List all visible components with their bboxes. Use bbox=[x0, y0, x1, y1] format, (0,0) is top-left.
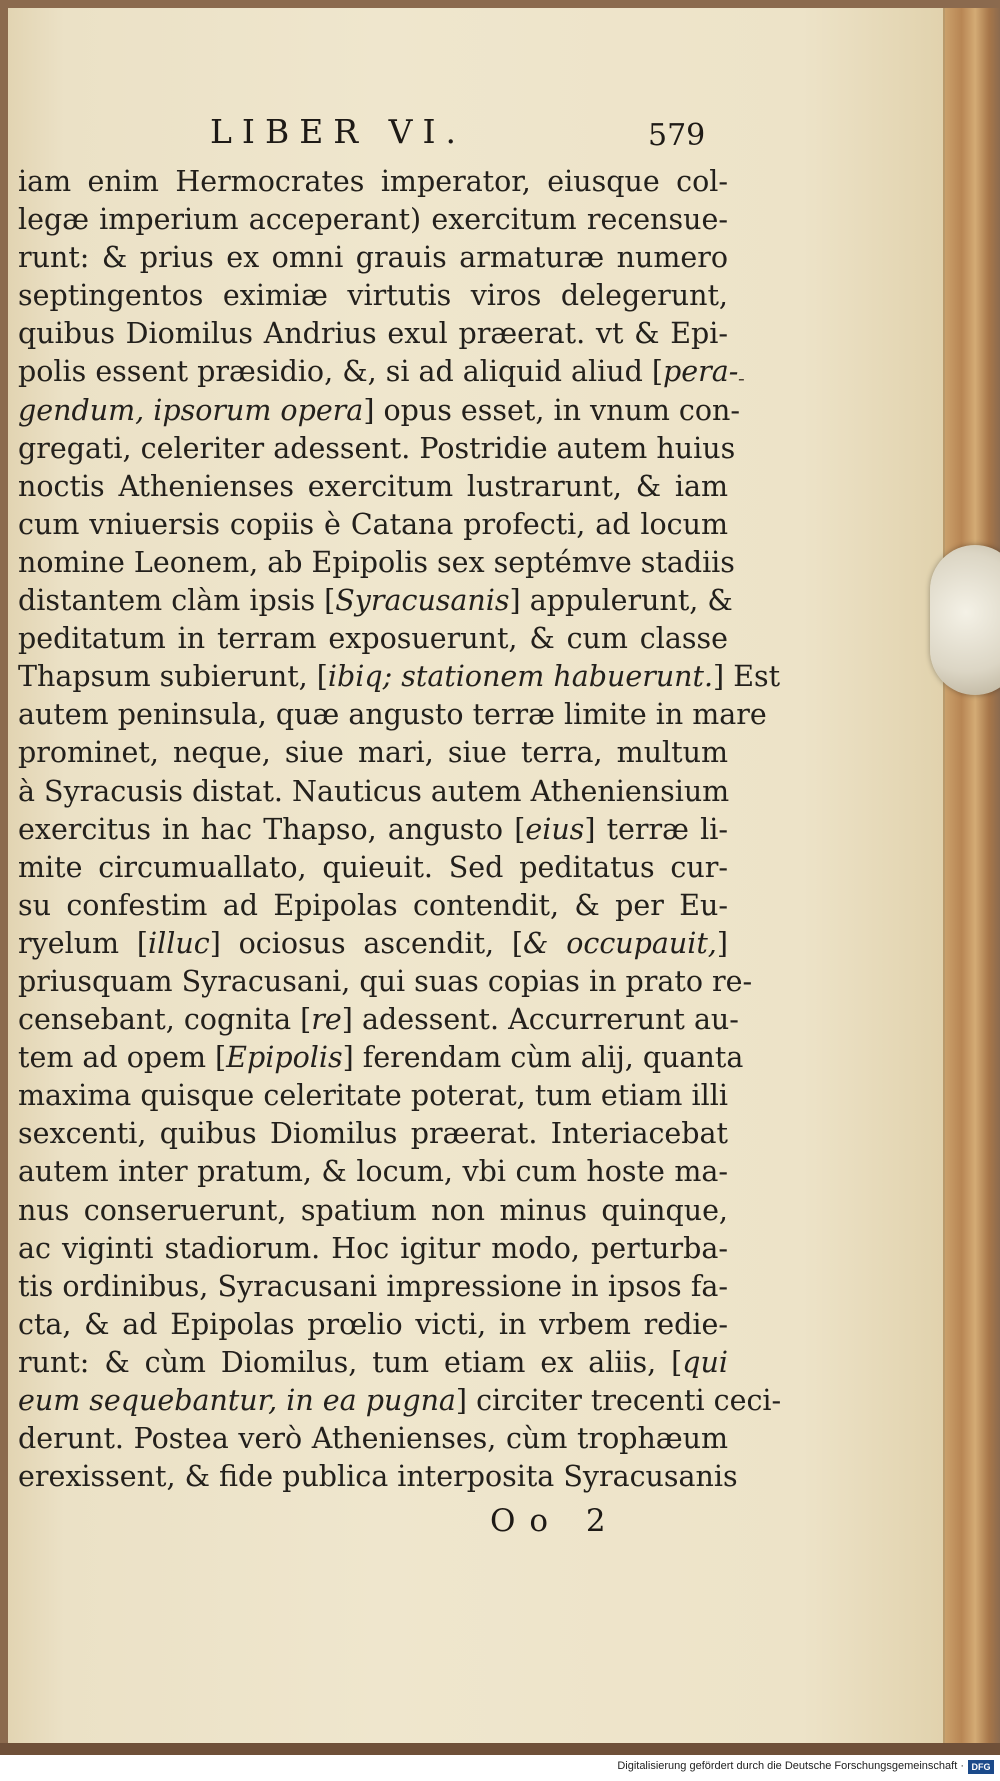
text-run: ] opus esset, in vnum con- bbox=[363, 393, 741, 427]
digitization-credit: Digitalisierung gefördert durch die Deutsche Forschungsgemeinschaft · bbox=[617, 1760, 964, 1772]
running-head: LIBER VI. bbox=[210, 112, 466, 151]
text-run: sexcenti, quibus Diomilus præerat. Interiacebat bbox=[18, 1117, 728, 1151]
text-run: autem peninsula, quæ angusto terræ limite in mare bbox=[18, 698, 767, 732]
italic-gloss: eius bbox=[525, 812, 585, 846]
text-line bbox=[18, 430, 736, 468]
text-run: peditatum in terram exposuerunt, & cum classe bbox=[18, 622, 728, 656]
text-run: exercitus in hac Thapso, angusto [ bbox=[18, 812, 526, 846]
text-run: cum vniuersis copiis è Catana profecti, ad locum bbox=[18, 507, 728, 541]
text-line bbox=[18, 582, 733, 620]
text-line bbox=[18, 1382, 782, 1420]
book-bottom-edge bbox=[0, 1743, 1000, 1755]
text-run: à Syracusis distat. Nauticus autem Atheniensium bbox=[18, 774, 730, 808]
text-line bbox=[18, 1268, 728, 1306]
text-line bbox=[18, 392, 741, 430]
text-line bbox=[18, 163, 728, 201]
text-run: derunt. Postea verò Athenienses, cùm trophæum bbox=[18, 1422, 728, 1456]
text-run: censebant, cognita [ bbox=[18, 1003, 312, 1037]
text-run: runt: & prius ex omni grauis armaturæ numero bbox=[18, 241, 728, 275]
italic-gloss: illuc bbox=[148, 926, 210, 960]
text-line bbox=[18, 1192, 728, 1230]
italic-gloss: Epipolis bbox=[226, 1041, 343, 1075]
italic-gloss: gendum, ipsorum opera bbox=[18, 393, 364, 427]
text-run: nus conseruerunt, spatium non minus quinque, bbox=[18, 1193, 728, 1227]
text-run: ] Est bbox=[713, 660, 781, 694]
text-run: maxima quisque celeritate poterat, tum etiam illi bbox=[18, 1079, 728, 1113]
text-run: priusquam Syracusani, qui suas copias in prato re- bbox=[18, 964, 753, 998]
text-run: distantem clàm ipsis [ bbox=[18, 584, 336, 618]
text-line bbox=[18, 239, 728, 277]
text-run: ] terræ li- bbox=[584, 812, 728, 846]
italic-gloss: qui bbox=[682, 1345, 728, 1379]
text-run: ] ociosus ascendit, [ bbox=[209, 926, 524, 960]
text-run: ] appulerunt, & bbox=[509, 584, 733, 618]
text-line bbox=[18, 887, 728, 925]
text-line bbox=[18, 1153, 728, 1191]
text-line bbox=[18, 658, 781, 696]
text-run: tem ad opem [ bbox=[18, 1041, 227, 1075]
text-line bbox=[18, 1077, 728, 1115]
text-run: Thapsum subierunt, [ bbox=[18, 660, 328, 694]
text-run: ] ferendam cùm alij, quanta bbox=[342, 1041, 744, 1075]
text-run: polis essent præsidio, &, si ad aliquid aliud [ bbox=[18, 355, 664, 389]
text-line bbox=[18, 1420, 728, 1458]
italic-gloss: pera- bbox=[663, 355, 739, 389]
text-line bbox=[18, 201, 728, 239]
body-text bbox=[18, 163, 782, 1496]
text-run: nomine Leonem, ab Epipolis sex septémve stadiis bbox=[18, 545, 735, 579]
book-fore-edge bbox=[945, 8, 1000, 1743]
text-line bbox=[18, 1001, 739, 1039]
text-run: cta, & ad Epipolas prœlio victi, in vrbem redie- bbox=[18, 1307, 728, 1341]
text-line bbox=[18, 811, 728, 849]
text-line bbox=[18, 353, 739, 391]
italic-gloss: ibiq; stationem habuerunt. bbox=[327, 660, 714, 694]
text-line bbox=[18, 925, 728, 963]
text-line bbox=[18, 1344, 728, 1382]
text-run: gregati, celeriter adessent. Postridie autem huius bbox=[18, 431, 736, 465]
text-run: noctis Athenienses exercitum lustrarunt, & iam bbox=[18, 469, 728, 503]
signature-mark: Oo 2 bbox=[490, 1503, 620, 1539]
text-run: autem inter pratum, & locum, vbi cum hoste ma- bbox=[18, 1155, 728, 1189]
italic-gloss: & occupauit, bbox=[523, 926, 717, 960]
text-line bbox=[18, 1458, 738, 1496]
text-line bbox=[18, 277, 728, 315]
text-line bbox=[18, 849, 728, 887]
text-line bbox=[18, 1230, 728, 1268]
text-line bbox=[18, 1039, 744, 1077]
text-run: runt: & cùm Diomilus, tum etiam ex aliis, [ bbox=[18, 1345, 683, 1379]
italic-gloss: Syracusanis bbox=[335, 584, 510, 618]
italic-gloss: eum sequebantur, in ea pugna bbox=[18, 1384, 456, 1417]
text-line bbox=[18, 696, 767, 734]
margin-mark: - bbox=[738, 366, 745, 390]
text-run: ] circiter trecenti ceci- bbox=[455, 1384, 782, 1417]
text-run: ac viginti stadiorum. Hoc igitur modo, perturba- bbox=[18, 1231, 728, 1265]
text-line bbox=[18, 734, 728, 772]
text-line bbox=[18, 773, 728, 811]
text-run: mite circumuallato, quieuit. Sed peditatus cur- bbox=[18, 850, 728, 884]
text-run: ryelum [ bbox=[18, 926, 149, 960]
text-line bbox=[18, 620, 728, 658]
page-number: 579 bbox=[648, 118, 706, 153]
dfg-logo: DFG bbox=[968, 1760, 994, 1774]
text-run: septingentos eximiæ virtutis viros delegerunt, bbox=[18, 279, 728, 313]
text-run: prominet, neque, siue mari, siue terra, multum bbox=[18, 736, 728, 770]
text-run: tis ordinibus, Syracusani impressione in ipsos fa- bbox=[18, 1269, 728, 1303]
italic-gloss: re bbox=[311, 1003, 342, 1037]
text-line bbox=[18, 1115, 728, 1153]
clasp-ornament bbox=[930, 545, 1000, 695]
text-run: iam enim Hermocrates imperator, eiusque col- bbox=[18, 165, 728, 198]
text-run: su confestim ad Epipolas contendit, & per Eu- bbox=[18, 888, 728, 922]
text-line bbox=[18, 506, 728, 544]
text-run: ] bbox=[716, 926, 728, 960]
text-run: legæ imperium acceperant) exercitum recensue- bbox=[18, 203, 728, 237]
text-line bbox=[18, 315, 728, 353]
text-line bbox=[18, 544, 735, 582]
text-run: quibus Diomilus Andrius exul præerat. vt & Epi- bbox=[18, 317, 728, 351]
text-run: erexissent, & fide publica interposita Syracusanis bbox=[18, 1460, 738, 1494]
text-run: ] adessent. Accurrerunt au- bbox=[341, 1003, 739, 1037]
text-line bbox=[18, 963, 753, 1001]
text-line bbox=[18, 468, 728, 506]
text-line bbox=[18, 1306, 728, 1344]
credit-bar bbox=[0, 1755, 1000, 1781]
